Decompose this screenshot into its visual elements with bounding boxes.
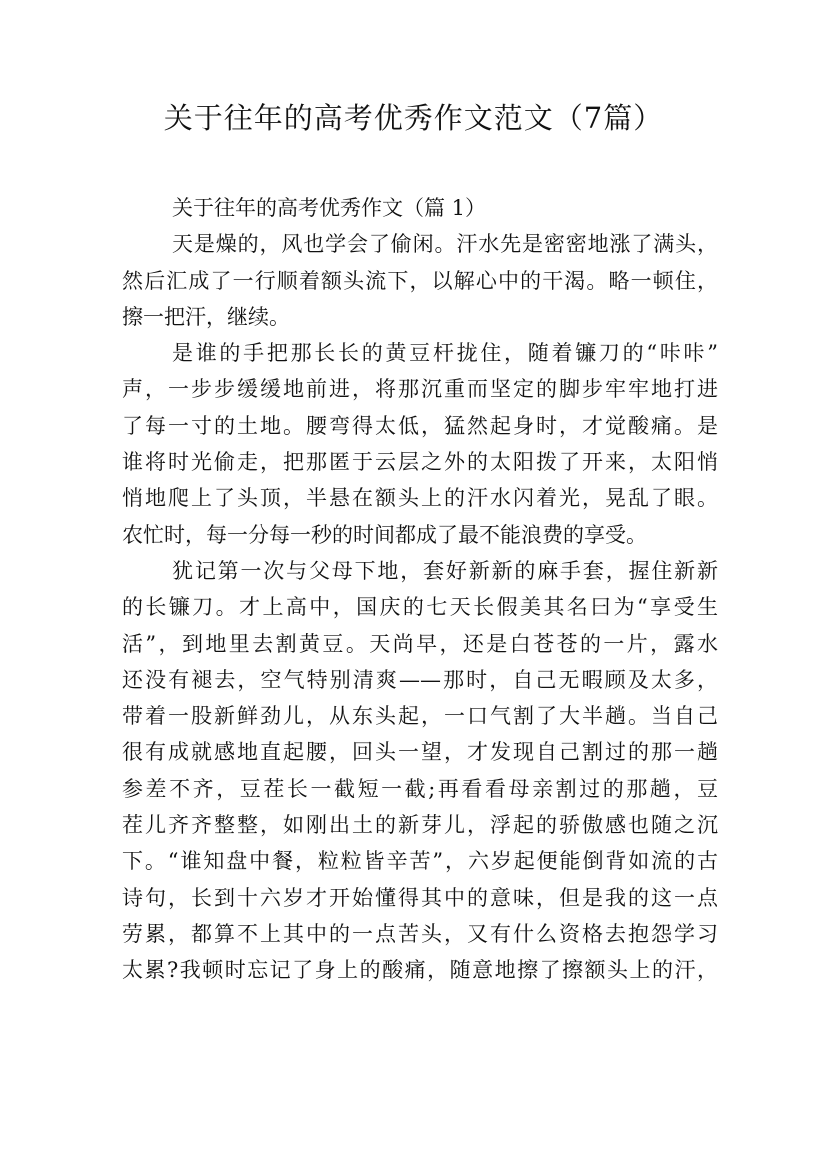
text-line: 太累?我顿时忘记了身上的酸痛，随意地擦了擦额头上的汗，	[122, 958, 718, 983]
text-line: 了每一寸的土地。腰弯得太低，猛然起身时，才觉酸痛。是	[122, 413, 718, 438]
text-line: 犹记第一次与父母下地，套好新新的麻手套，握住新新	[172, 558, 718, 583]
text-line: 天是燥的，风也学会了偷闲。汗水先是密密地涨了满头，	[172, 232, 718, 257]
text-line: 带着一股新鲜劲儿，从东头起，一口气割了大半趟。当自己	[122, 704, 718, 729]
text-line: 很有成就感地直起腰，回头一望，才发现自己割过的那一趟	[122, 740, 718, 765]
text-line: 然后汇成了一行顺着额头流下，以解心中的干渴。略一顿住，	[122, 268, 718, 293]
text-line: 谁将时光偷走，把那匿于云层之外的太阳拨了开来，太阳悄	[122, 450, 718, 475]
text-line: 劳累，都算不上其中的一点苦头，又有什么资格去抱怨学习	[122, 921, 718, 946]
text-line: 声，一步步缓缓地前进，将那沉重而坚定的脚步牢牢地打进	[122, 377, 718, 402]
document-body	[122, 190, 718, 989]
text-line: 参差不齐，豆茬长一截短一截;再看看母亲割过的那趟，豆	[122, 776, 718, 801]
text-line: 农忙时，每一分每一秒的时间都成了最不能浪费的享受。	[122, 522, 647, 547]
text-line: 茬儿齐齐整整，如刚出土的新芽儿，浮起的骄傲感也随之沉	[122, 813, 718, 838]
text-line: 关于往年的高考优秀作文（篇 1）	[172, 196, 487, 220]
text-line: 擦一把汗，继续。	[122, 304, 290, 329]
text-line: 悄地爬上了头顶，半悬在额头上的汗水闪着光，晃乱了眼。	[122, 486, 718, 511]
text-line: 活”，到地里去割黄豆。天尚早，还是白苍苍的一片，露水	[122, 631, 718, 656]
text-line: 的长镰刀。才上高中，国庆的七天长假美其名曰为“享受生	[122, 595, 718, 620]
document-title: 关于往年的高考优秀作文范文（7篇）	[163, 101, 664, 135]
text-line: 是谁的手把那长长的黄豆杆拢住，随着镰刀的“咔咔”	[172, 341, 718, 366]
text-line: 诗句，长到十六岁才开始懂得其中的意味，但是我的这一点	[122, 885, 718, 910]
text-line: 还没有褪去，空气特别清爽——那时，自己无暇顾及太多，	[122, 667, 718, 692]
text-line: 下。“谁知盘中餐，粒粒皆辛苦”，六岁起便能倒背如流的古	[122, 849, 718, 874]
